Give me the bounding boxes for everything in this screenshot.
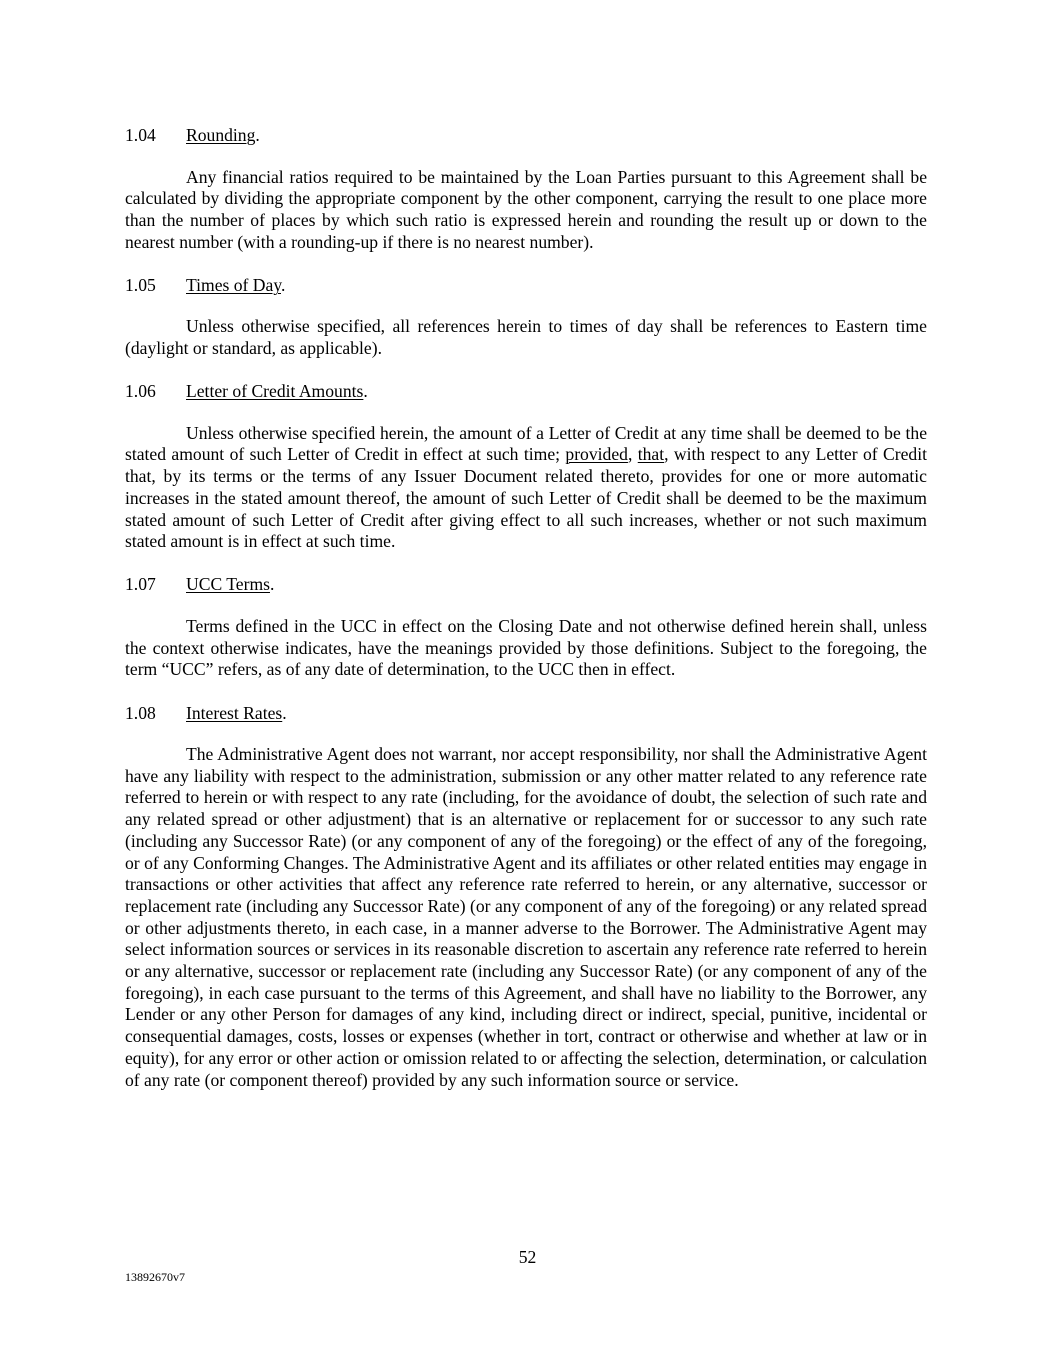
section-number: 1.07: [125, 574, 156, 595]
section-paragraph-1-05: Unless otherwise specified, all references herein to times of day shall be references to Eastern time (daylight or standard, as applicable).: [125, 316, 927, 359]
section-heading-1-08: 1.08 Interest Rates.: [125, 702, 287, 723]
that-term: that: [637, 444, 665, 465]
section-paragraph-1-06: Unless otherwise specified herein, the amount of a Letter of Credit at any time shall be deemed to be the stated amount of such Letter of Credit in effect at such time; provided, that, with respect to any Letter of Credit that, by its terms or the terms of any Issuer Document related thereto, provides for one or more automatic increases in the stated amount thereof, the amount of such Letter of Credit shall be deemed to be the maximum stated amount of such Letter of Credit after giving effect to all such increases, whether or not such maximum stated amount is in effect at such time.: [125, 422, 927, 552]
section-paragraph-1-08: The Administrative Agent does not warrant, nor accept responsibility, nor shall the Administrative Agent have any liability with respect to the administration, submission or any other matter related to any reference rate referred to herein or with respect to any rate (including, for the avoidance of doubt, the selection of such rate and any related spread or other adjustment) that is an alternative or replacement for or successor to any such rate (including any Successor Rate) (or any component of any of the foregoing) or the effect of any of the foregoing, or of any Conforming Changes. The Administrative Agent and its affiliates or other related entities may engage in transactions or other activities that affect any reference rate referred to herein, or any alternative, successor or replacement rate (including any Successor Rate) (or any component of any of the foregoing) or any related spread or other adjustments thereto, in each case, in a manner adverse to the Borrower. The Administrative Agent may select information sources or services in its reasonable discretion to ascertain any reference rate referred to herein or any alternative, successor or replacement rate (including any Successor Rate) (or any component of any of the foregoing), in each case pursuant to the terms of this Agreement, and shall have no liability to the Borrower, any Lender or any other Person for damages of any kind, including direct or indirect, special, punitive, incidental or consequential damages, costs, losses or expenses (whether in tort, contract or otherwise and whether at law or in equity), for any error or other action or omission related to or affecting the selection, determination, or calculation of any rate (or component thereof) provided by any such information source or service.: [125, 744, 927, 1090]
provided-term: provided: [565, 444, 628, 465]
section-title: Interest Rates: [186, 702, 283, 723]
section-title: Rounding: [186, 125, 256, 145]
section-number: 1.06: [125, 381, 156, 402]
section-paragraph-1-07: Terms defined in the UCC in effect on the Closing Date and not otherwise defined herein shall, unless the context otherwise indicates, have the meanings provided by those definitions. Subject to the foregoing, the term “UCC” refers, as of any date of determination, to the UCC then in effect.: [125, 615, 927, 680]
section-heading-1-04: 1.04 Rounding.: [125, 125, 260, 145]
section-title: Times of Day: [186, 274, 281, 295]
section-title: Letter of Credit Amounts: [186, 381, 364, 402]
section-paragraph-1-04: Any financial ratios required to be maintained by the Loan Parties pursuant to this Agreement shall be calculated by dividing the appropriate component by the other component, carrying the result to one place more than the number of places by which such ratio is expressed herein and rounding the result up or down to the nearest number (with a rounding-up if there is no nearest number).: [125, 166, 927, 252]
page-number: 52: [518, 1247, 537, 1267]
document-body: [125, 124, 927, 1091]
section-heading-1-05: 1.05 Times of Day.: [125, 274, 286, 295]
document-id: 13892670v7: [125, 1270, 185, 1284]
section-heading-1-06: 1.06 Letter of Credit Amounts.: [125, 381, 368, 402]
section-number: 1.04: [125, 125, 156, 145]
section-heading-1-07: 1.07 UCC Terms.: [125, 574, 275, 595]
section-number: 1.05: [125, 274, 156, 295]
section-title: UCC Terms: [186, 574, 270, 595]
section-number: 1.08: [125, 702, 156, 723]
